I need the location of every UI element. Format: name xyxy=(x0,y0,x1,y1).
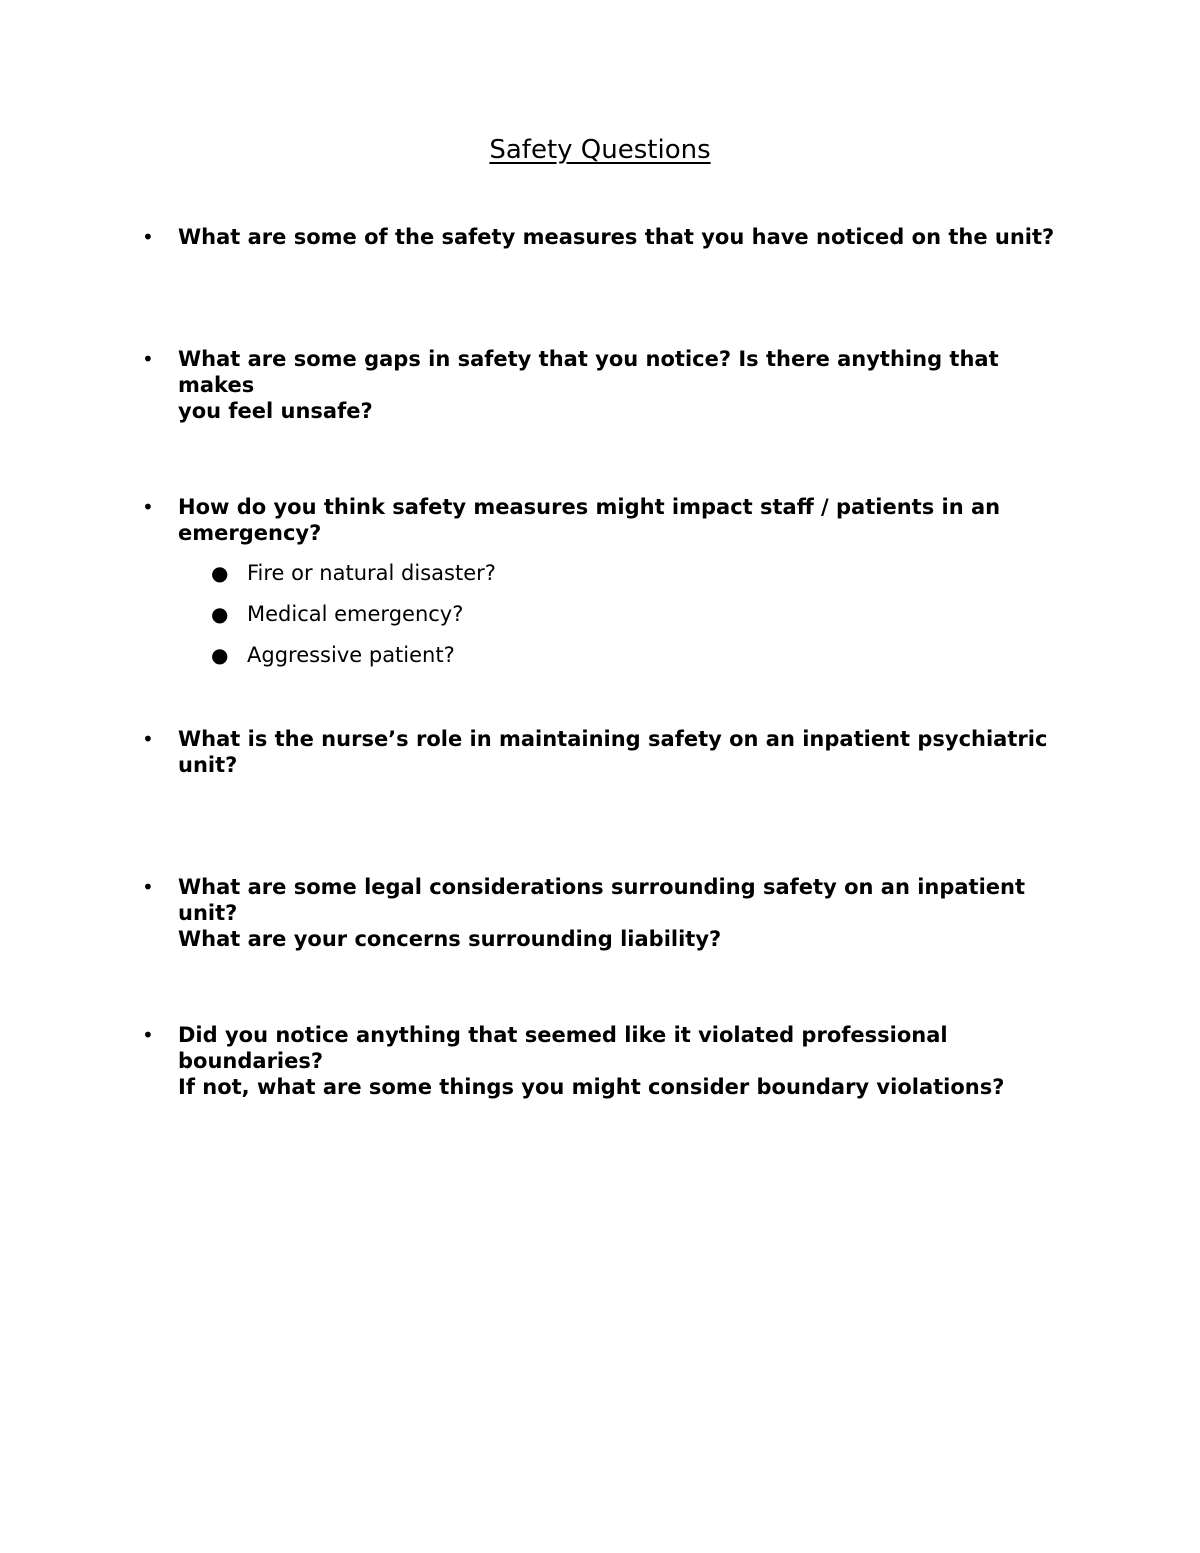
question-5 xyxy=(140,874,1080,952)
question-text: What are some gaps in safety that you notice? Is there anything that makes you feel unsafe? xyxy=(178,347,999,423)
question-text: What are some legal considerations surrounding safety on an inpatient unit? What are your concerns surrounding liability? xyxy=(178,875,1026,951)
list-item xyxy=(211,642,1080,668)
sub-item-text: Aggressive patient? xyxy=(247,643,455,667)
sub-item-text: Medical emergency? xyxy=(247,602,464,626)
bullet-icon: • xyxy=(142,1023,154,1047)
bullet-icon: • xyxy=(142,495,154,519)
sub-item-text: Fire or natural disaster? xyxy=(247,561,496,585)
bullet-icon: • xyxy=(142,225,154,249)
question-text: What are some of the safety measures that you have noticed on the unit? xyxy=(178,225,1055,249)
bullet-icon: • xyxy=(142,347,154,371)
sub-bullet-icon: ● xyxy=(211,602,229,626)
question-text: How do you think safety measures might impact staff / patients in an emergency? xyxy=(178,495,1001,545)
sub-list xyxy=(140,560,1080,668)
question-2 xyxy=(140,346,1080,424)
question-1 xyxy=(140,224,1080,250)
list-item xyxy=(211,601,1080,627)
list-item xyxy=(211,560,1080,586)
question-3 xyxy=(140,494,1080,683)
bullet-icon: • xyxy=(142,727,154,751)
bullet-icon: • xyxy=(142,875,154,899)
question-4 xyxy=(140,726,1080,778)
question-text: Did you notice anything that seemed like it violated professional boundaries? If not, what are some things you might consider boundary violations? xyxy=(178,1023,1005,1099)
sub-bullet-icon: ● xyxy=(211,643,229,667)
question-text: What is the nurse’s role in maintaining safety on an inpatient psychiatric unit? xyxy=(178,727,1048,777)
page-title: Safety Questions xyxy=(489,135,711,165)
sub-bullet-icon: ● xyxy=(211,561,229,585)
question-6 xyxy=(140,1022,1080,1100)
